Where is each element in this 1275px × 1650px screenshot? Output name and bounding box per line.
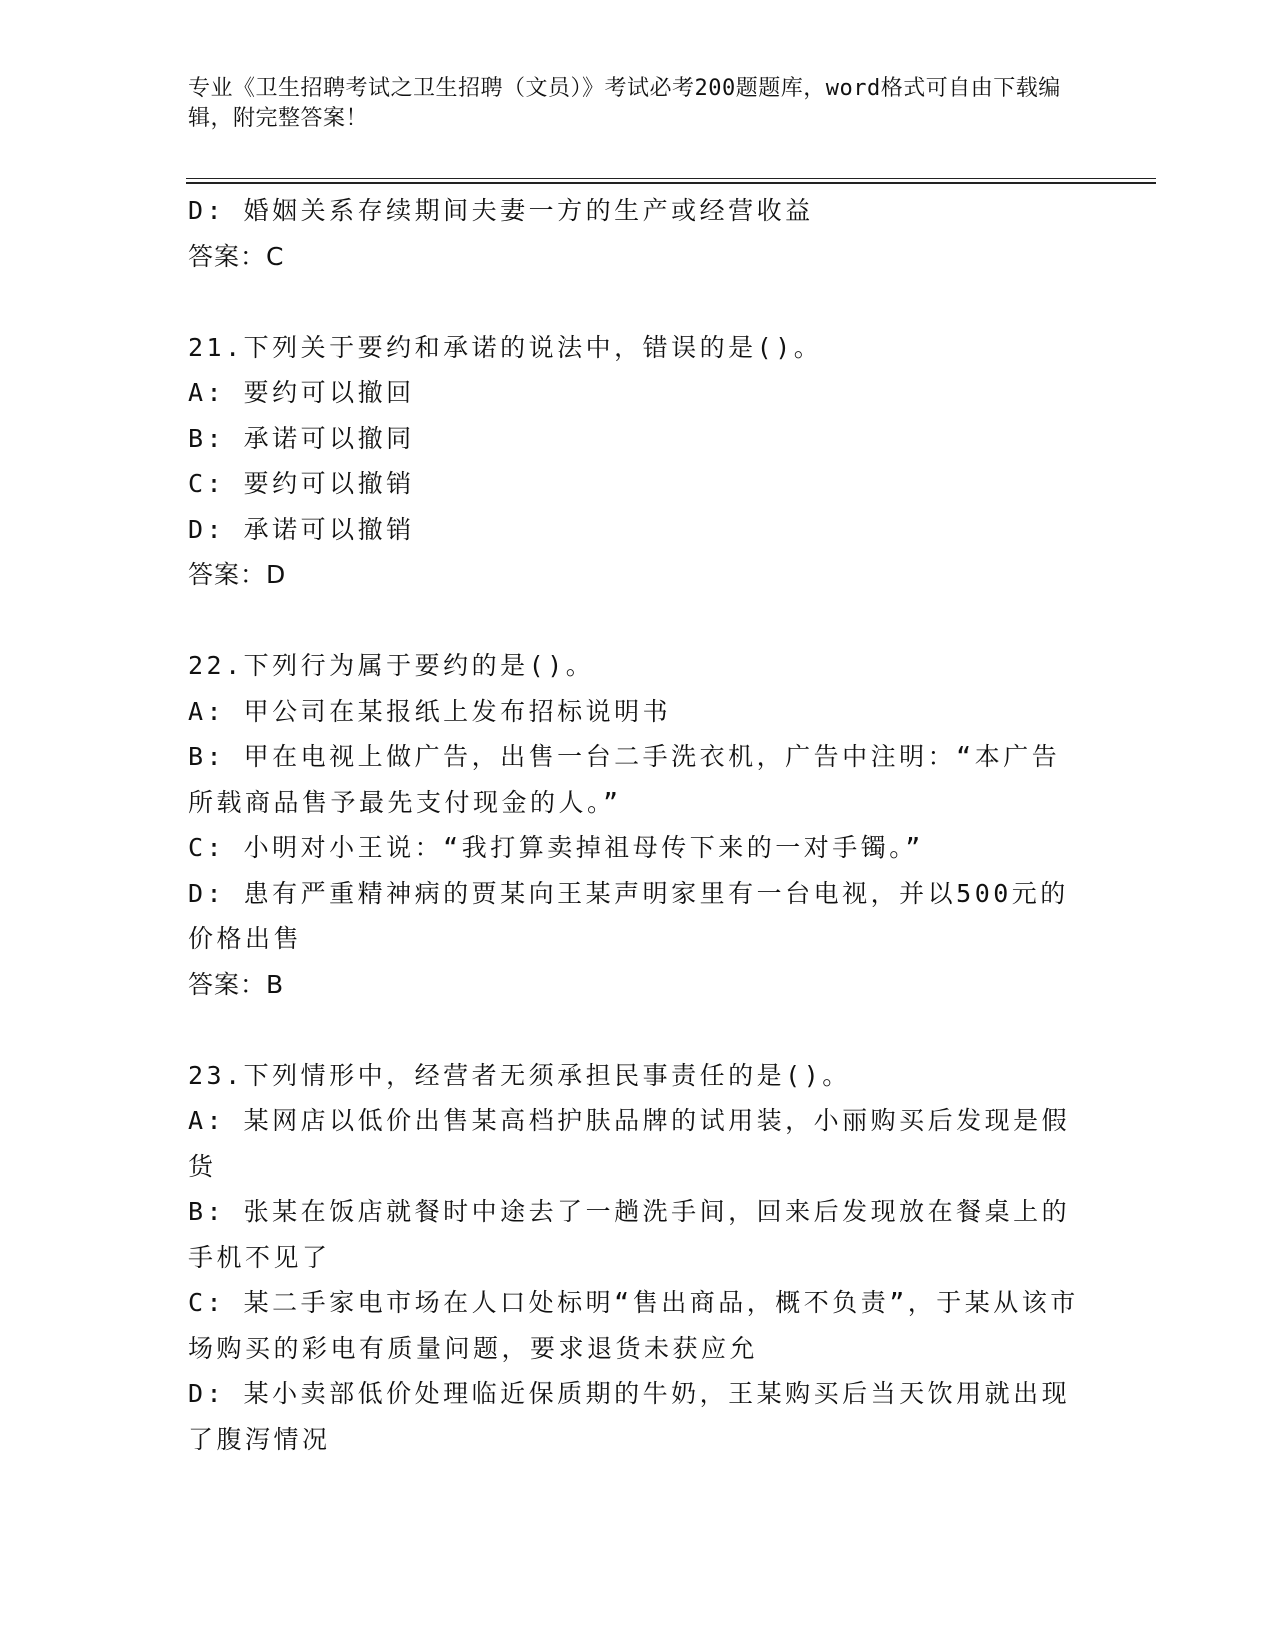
document-body — [188, 188, 1088, 1462]
question-option-d: D: 承诺可以撤销 — [188, 514, 415, 544]
question-option-d: D: 某小卖部低价处理临近保质期的牛奶，王某购买后当天饮用就出现了腹泻情况 — [188, 1379, 1071, 1454]
page-header: 专业《卫生招聘考试之卫生招聘（文员）》考试必考200题题库，word格式可自由下载编辑，附完整答案！ — [188, 76, 1061, 131]
question-stem: 22.下列行为属于要约的是()。 — [188, 651, 595, 680]
spacer — [188, 598, 1088, 644]
question-option-c: C: 某二手家电市场在人口处标明“售出商品，概不负责”，于某从该市场购买的彩电有质量问题，要求退货未获应允 — [188, 1288, 1079, 1363]
header-divider-thick — [186, 182, 1156, 184]
question-option-c: C: 小明对小王说：“我打算卖掉祖母传下来的一对手镯。” — [188, 833, 924, 862]
question-option-d: D: 患有严重精神病的贾某向王某声明家里有一台电视，并以500元的价格出售 — [188, 878, 1069, 953]
question-option-b: B: 甲在电视上做广告，出售一台二手洗衣机，广告中注明：“本广告所载商品售予最先支付现金的人。” — [188, 742, 1061, 817]
question-option-a: A: 甲公司在某报纸上发布招标说明书 — [188, 696, 672, 726]
question-block-21 — [188, 325, 1088, 598]
question-option-a: A: 某网店以低价出售某高档护肤品牌的试用装，小丽购买后发现是假货 — [188, 1106, 1071, 1181]
prev-question-option-d: D: 婚姻关系存续期间夫妻一方的生产或经营收益 — [188, 196, 814, 225]
question-stem: 23.下列情形中，经营者无须承担民事责任的是()。 — [188, 1060, 851, 1090]
prev-question-answer: 答案：C — [188, 241, 285, 271]
header-divider-thin — [186, 178, 1156, 179]
question-option-b: B: 张某在饭店就餐时中途去了一趟洗手间，回来后发现放在餐桌上的手机不见了 — [188, 1197, 1071, 1272]
spacer — [188, 279, 1088, 325]
question-option-c: C: 要约可以撤销 — [188, 469, 415, 498]
question-answer: 答案：B — [188, 969, 285, 999]
question-block-23 — [188, 1053, 1088, 1463]
question-block-22 — [188, 643, 1088, 1007]
spacer — [188, 1007, 1088, 1053]
question-option-a: A: 要约可以撤回 — [188, 378, 415, 407]
question-stem: 21.下列关于要约和承诺的说法中，错误的是()。 — [188, 332, 823, 362]
question-answer: 答案：D — [188, 560, 287, 589]
question-option-b: B: 承诺可以撤同 — [188, 423, 415, 453]
